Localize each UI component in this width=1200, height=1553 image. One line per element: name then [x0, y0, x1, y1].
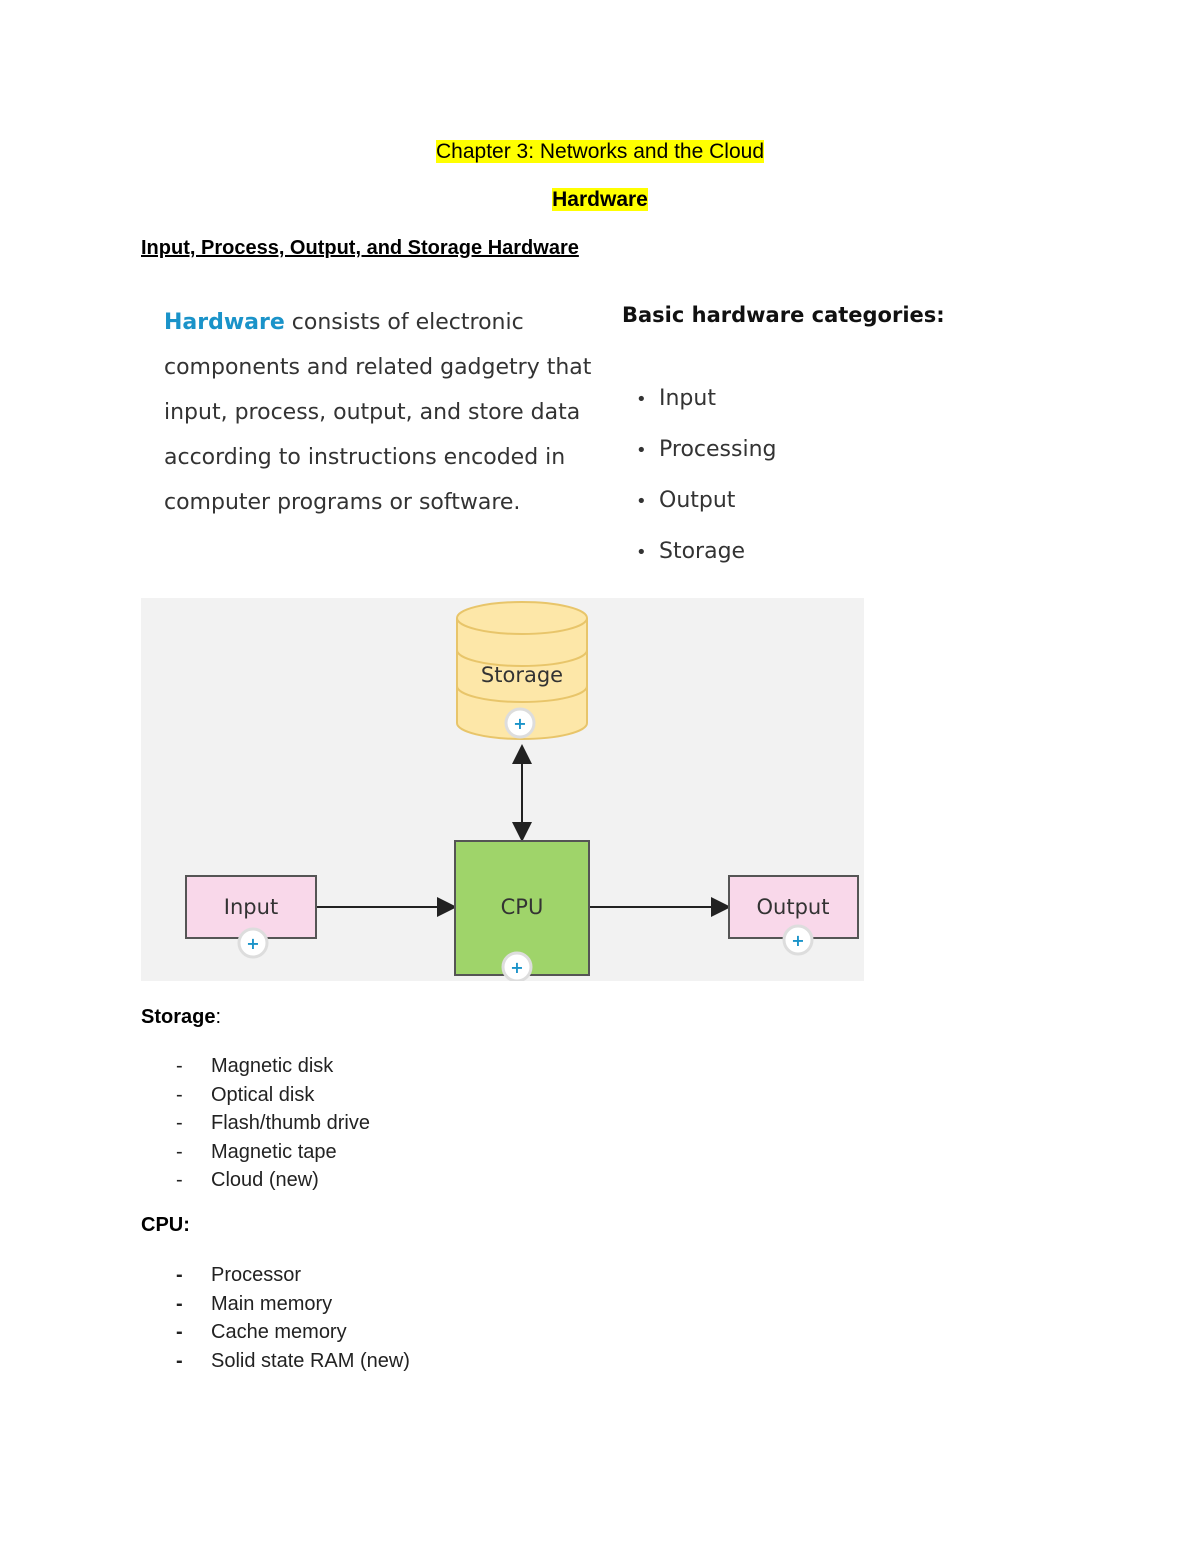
storage-item: - Flash/thumb drive	[176, 1112, 370, 1134]
cpu-label: CPU	[500, 895, 544, 919]
cpu-item: - Cache memory	[176, 1321, 347, 1343]
document-title: Chapter 3: Networks and the Cloud	[435, 140, 764, 163]
categories-list	[636, 382, 776, 586]
storage-item: - Optical disk	[176, 1083, 315, 1106]
cpu-list	[176, 1261, 410, 1375]
input-plus-button	[239, 929, 267, 957]
category-item: • Input	[636, 382, 776, 433]
document-subtitle: Hardware	[552, 188, 648, 211]
plus-icon: +	[510, 958, 524, 977]
storage-label: Storage	[480, 663, 564, 687]
cpu-item: - Processor	[176, 1264, 302, 1286]
input-label: Input	[223, 895, 279, 919]
hardware-diagram	[141, 598, 864, 981]
storage-item: - Cloud (new)	[176, 1169, 319, 1191]
storage-list	[176, 1052, 370, 1195]
storage-heading: Storage:	[141, 1006, 222, 1028]
output-label: Output	[756, 895, 830, 919]
plus-icon: +	[246, 934, 260, 953]
storage-cylinder-top	[457, 602, 587, 634]
categories-heading: Basic hardware categories:	[622, 303, 945, 327]
plus-icon: +	[791, 931, 805, 950]
plus-icon: +	[513, 714, 527, 733]
hardware-diagram-svg	[141, 598, 864, 981]
storage-plus-button	[506, 709, 534, 737]
section-heading: Input, Process, Output, and Storage Hardware	[141, 237, 579, 259]
output-plus-button	[784, 926, 812, 954]
cpu-heading: CPU:	[141, 1214, 190, 1236]
storage-item: - Magnetic tape	[176, 1140, 337, 1163]
hardware-keyword: Hardware	[164, 310, 285, 335]
storage-item: - Magnetic disk	[176, 1055, 334, 1077]
category-item: • Processing	[636, 433, 776, 484]
category-item: • Output	[636, 484, 776, 535]
cpu-item: - Main memory	[176, 1292, 333, 1315]
hardware-definition-text: consists of electronic components and related gadgetry that input, process, output, and store data according to instructions encoded in computer programs or software.	[164, 310, 592, 515]
cpu-plus-button	[503, 953, 531, 981]
category-item: • Storage	[636, 535, 776, 586]
hardware-definition	[164, 300, 604, 525]
cpu-item: - Solid state RAM (new)	[176, 1349, 410, 1372]
